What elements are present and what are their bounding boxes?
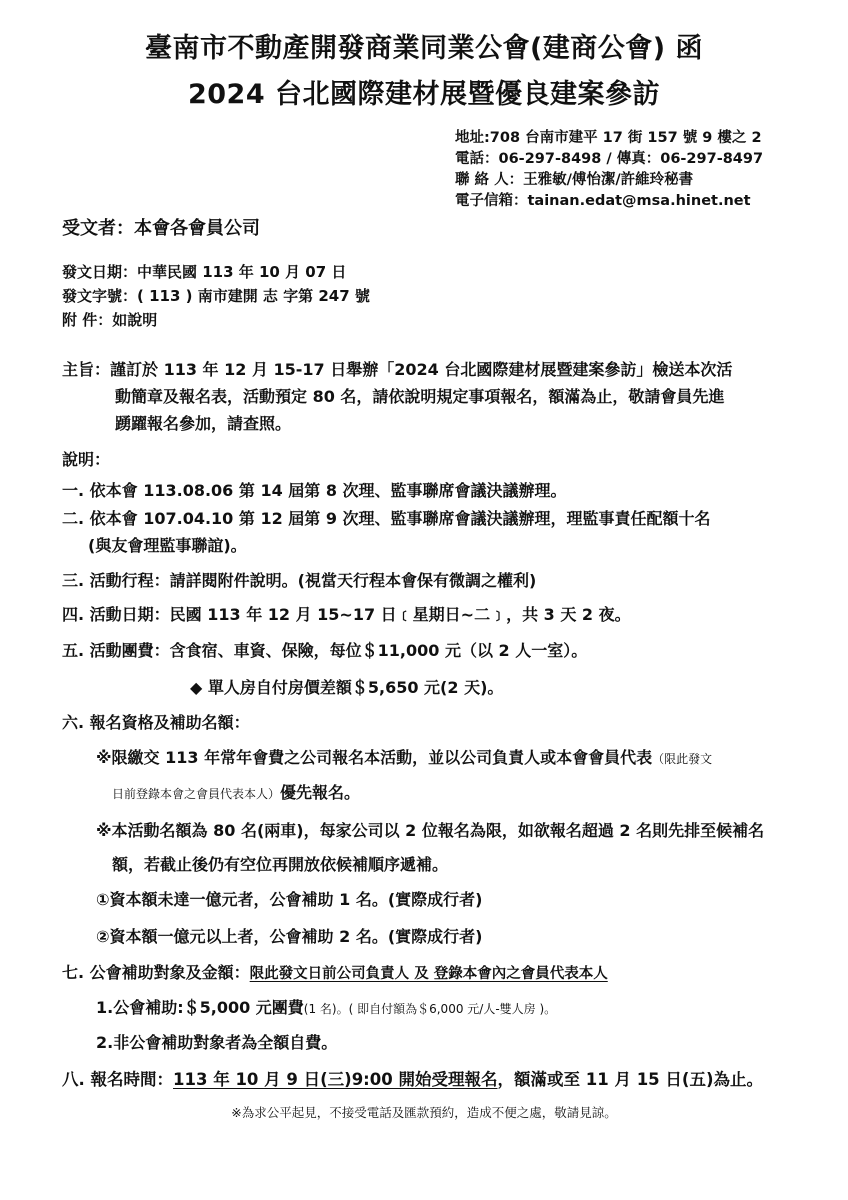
item-8-start-time: 113 年 10 月 9 日(三)9:00 開始受理報名 [173,1070,498,1089]
page-title: 臺南市不動產開發商業同業公會(建商公會) 函 [144,33,704,64]
item-7-label: 七. 公會補助對象及金額： [62,963,250,982]
contact-person: 聯 絡 人：王雅敏/傅怡潔/許維玲秘書 [455,172,694,188]
item-6-note-1-continued [112,780,360,803]
item-4: 四. 活動日期：民國 113 年 12 月 15~17 日﹝星期日~二﹞，共 3 天 2 夜。 [62,605,631,624]
item-7-subsidy [96,995,556,1018]
item-6-note-2-continued: 額，若截止後仍有空位再開放依候補順序遞補。 [112,855,449,874]
item-5: 五. 活動團費：含食宿、車資、保險，每位＄11,000 元（以 2 人一室）。 [62,641,588,660]
item-6: 六. 報名資格及補助名額： [62,713,250,732]
contact-phone-fax: 電話：06-297-8498 / 傳真：06-297-8497 [455,151,764,167]
item-6-note-1-small: （限此發文 [652,752,713,766]
item-7-subsidy-text: 1.公會補助:＄5,000 元團費 [96,998,304,1017]
issue-date: 發文日期：中華民國 113 年 10 月 07 日 [62,263,347,281]
item-8-label: 八. 報名時間： [62,1070,174,1089]
item-6-note-1-text: ※限繳交 113 年常年會費之公司報名本活動，並以公司負責人或本會會員代表 [96,748,653,767]
item-7 [62,960,608,983]
explanation-label: 說明： [62,450,111,469]
contact-address: 地址:708 台南市建平 17 街 157 號 9 樓之 2 [455,130,762,146]
subject-line-2: 動簡章及報名表，活動預定 80 名，請依說明規定事項報名，額滿為止，敬請會員先進 [115,387,725,406]
subject-line-3: 踴躍報名參加，請查照。 [115,414,292,433]
item-6-note-1-priority: 優先報名。 [280,783,361,802]
contact-email: 電子信箱：tainan.edat@msa.hinet.net [455,193,751,209]
item-7-detail: 限此發文日前公司負責人 及 登錄本會內之會員代表本人 [249,966,608,982]
item-6-note-2: ※本活動名額為 80 名(兩車)，每家公司以 2 位報名為限，如欲報名超過 2 名則先排至候補名 [96,821,765,840]
item-7-subsidy-small: (1 名)。( 即自付額為＄6,000 元/人-雙人房 )。 [303,1002,557,1016]
item-6-note-1-small-continued: 日前登錄本會之會員代表本人） [112,787,281,801]
item-1: 一. 依本會 113.08.06 第 14 屆第 8 次理、監事聯席會議決議辦理。 [62,481,567,500]
subject-line-1: 主旨：謹訂於 113 年 12 月 15-17 日舉辦「2024 台北國際建材展暨建案參訪」檢送本次活 [62,360,733,379]
item-6-note-1 [96,745,712,768]
item-3: 三. 活動行程：請詳閱附件說明。(視當天行程本會保有微調之權利) [62,571,537,590]
item-6-capital-over: ②資本額一億元以上者，公會補助 2 名。(實際成行者) [96,927,483,946]
item-2: 二. 依本會 107.04.10 第 12 屆第 9 次理、監事聯席會議決議辦理，理監事責任配額十名 [62,509,711,528]
item-5-single-room: ◆ 單人房自付房價差額＄5,650 元(2 天)。 [190,678,504,697]
recipient: 受文者：本會各會員公司 [62,218,260,239]
page-subtitle: 2024 台北國際建材展暨優良建案參訪 [187,79,661,110]
item-7-self-pay: 2.非公會補助對象者為全額自費。 [96,1033,338,1052]
document-number: 發文字號：( 113 ) 南市建開 志 字第 247 號 [62,287,370,305]
item-8 [62,1066,763,1090]
item-8-deadline: ，額滿或至 11 月 15 日(五)為止。 [497,1070,763,1089]
attachment: 附 件：如說明 [62,311,158,329]
footer-note: ※為求公平起見，不接受電話及匯款預約，造成不便之處，敬請見諒。 [231,1105,617,1120]
item-2-continued: (與友會理監事聯誼)。 [88,536,247,555]
item-6-capital-under: ①資本額未達一億元者，公會補助 1 名。(實際成行者) [96,890,483,909]
